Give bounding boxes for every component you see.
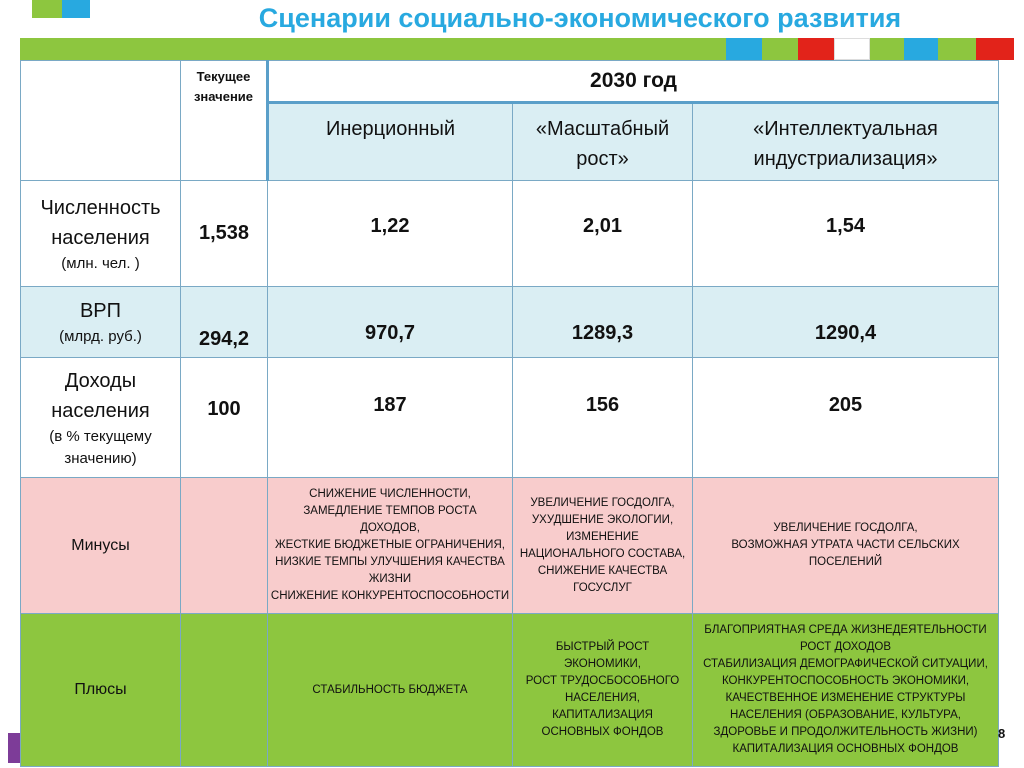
row-unit: (в % текущему значению) — [49, 427, 152, 467]
list-item: СНИЖЕНИЕ КАЧЕСТВА — [537, 564, 668, 577]
year-header: 2030 год — [268, 61, 999, 103]
list-item: ЭКОНОМИКИ, — [563, 658, 642, 670]
row-unit: (млрд. руб.) — [59, 328, 142, 345]
current-value: 294,2 — [181, 287, 268, 358]
empty-cell — [181, 614, 268, 767]
minuses-large-scale — [513, 478, 693, 614]
list-item: УХУДШЕНИЕ ЭКОЛОГИИ, — [531, 513, 674, 526]
page-number: 8 — [998, 726, 1006, 741]
header-bar-green-segment — [870, 38, 904, 60]
value-intellectual: 1,54 — [693, 181, 999, 287]
row-label — [21, 181, 181, 287]
table-row-minuses — [21, 478, 999, 614]
corner-cell — [21, 61, 181, 181]
list-item: СНИЖЕНИЕ КОНКУРЕНТОСПОСОБНОСТИ — [270, 590, 510, 602]
list-item: НИЗКИЕ ТЕМПЫ УЛУЧШЕНИЯ КАЧЕСТВА — [275, 556, 505, 568]
row-label-text: Доходы населения — [51, 369, 150, 422]
pluses-inertial — [268, 614, 513, 767]
row-label — [21, 358, 181, 478]
header-bar-green-segment — [762, 38, 798, 60]
row-label — [21, 287, 181, 358]
value-large-scale: 2,01 — [513, 181, 693, 287]
list-item: КАПИТАЛИЗАЦИЯ ОСНОВНЫХ ФОНДОВ — [732, 743, 959, 755]
value-large-scale: 1289,3 — [513, 287, 693, 358]
row-unit: (млн. чел. ) — [61, 254, 140, 272]
decor-square-blue — [62, 0, 90, 18]
list-item: ДОХОДОВ, — [360, 522, 420, 534]
value-inertial: 970,7 — [268, 287, 513, 358]
list-item: ЖЕСТКИЕ БЮДЖЕТНЫЕ ОГРАНИЧЕНИЯ, — [275, 539, 505, 551]
scenario-header-inertial: Инерционный — [268, 103, 513, 181]
list-item: НАСЕЛЕНИЯ (ОБРАЗОВАНИЕ, КУЛЬТУРА, — [730, 709, 961, 721]
list-item: БЫСТРЫЙ РОСТ — [555, 641, 650, 653]
page-title: Сценарии социально-экономического развития — [258, 3, 902, 33]
list-item: СНИЖЕНИЕ ЧИСЛЕННОСТИ, — [309, 488, 471, 500]
value-inertial: 1,22 — [268, 181, 513, 287]
list-item: ЖИЗНИ — [368, 573, 412, 585]
current-value-header: Текущее значение — [181, 61, 268, 181]
header-bar-red-segment — [976, 38, 1014, 60]
header-bar-blue-segment — [726, 38, 762, 60]
header-bar-red-segment — [798, 38, 834, 60]
pluses-large-scale — [513, 614, 693, 767]
value-large-scale: 156 — [513, 358, 693, 478]
value-inertial: 187 — [268, 358, 513, 478]
list-item: НАСЕЛЕНИЯ, — [565, 692, 640, 704]
list-item: РОСТ ДОХОДОВ — [799, 641, 892, 653]
list-item: ЗАМЕДЛЕНИЕ ТЕМПОВ РОСТА — [303, 505, 477, 517]
header-bar-blue-segment — [904, 38, 938, 60]
list-item: РОСТ ТРУДОСБОСОБНОГО — [525, 675, 680, 687]
table-row-pluses — [21, 614, 999, 767]
current-value: 100 — [181, 358, 268, 478]
empty-cell — [181, 478, 268, 614]
list-item: ИЗМЕНЕНИЕ — [566, 530, 639, 543]
row-label-text: Численность населения — [40, 196, 161, 249]
list-item: УВЕЛИЧЕНИЕ ГОСДОЛГА, — [530, 496, 675, 509]
list-item: СТАБИЛИЗАЦИЯ ДЕМОГРАФИЧЕСКОЙ СИТУАЦИИ, — [703, 658, 988, 670]
value-intellectual: 205 — [693, 358, 999, 478]
list-item: КАЧЕСТВЕННОЕ ИЗМЕНЕНИЕ СТРУКТУРЫ — [725, 692, 966, 704]
list-item: КОНКУРЕНТОСПОСОБНОСТЬ ЭКОНОМИКИ, — [721, 675, 970, 687]
list-item: КАПИТАЛИЗАЦИЯ — [552, 709, 653, 721]
minuses-label: Минусы — [21, 478, 181, 614]
list-item: ОСНОВНЫХ ФОНДОВ — [541, 726, 664, 738]
decor-square-green — [32, 0, 62, 18]
minuses-inertial — [268, 478, 513, 614]
row-label-text: ВРП — [79, 300, 122, 322]
scenario-header-intellectual: «Интеллектуальная индустриализация» — [693, 103, 999, 181]
list-item: ГОСУСЛУГ — [573, 581, 632, 594]
list-item: НАЦИОНАЛЬНОГО СОСТАВА, — [519, 547, 686, 560]
table-row-income — [21, 358, 999, 478]
table-row-grp — [21, 287, 999, 358]
current-value: 1,538 — [181, 181, 268, 287]
list-item: БЛАГОПРИЯТНАЯ СРЕДА ЖИЗНЕДЕЯТЕЛЬНОСТИ — [704, 624, 987, 636]
scenario-header-large-scale: «Масштабный рост» — [513, 103, 693, 181]
list-item: СТАБИЛЬНОСТЬ БЮДЖЕТА — [312, 683, 468, 696]
list-item: ПОСЕЛЕНИЙ — [808, 556, 883, 568]
table-row-population — [21, 181, 999, 287]
list-item: ЗДОРОВЬЕ И ПРОДОЛЖИТЕЛЬНОСТЬ ЖИЗНИ) — [713, 726, 978, 738]
scenarios-table — [20, 60, 999, 767]
pluses-label: Плюсы — [21, 614, 181, 767]
list-item: ВОЗМОЖНАЯ УТРАТА ЧАСТИ СЕЛЬСКИХ — [731, 539, 960, 551]
minuses-intellectual — [693, 478, 999, 614]
pluses-intellectual — [693, 614, 999, 767]
value-intellectual: 1290,4 — [693, 287, 999, 358]
header-bar-white-segment — [834, 38, 870, 60]
list-item: УВЕЛИЧЕНИЕ ГОСДОЛГА, — [773, 522, 918, 534]
header-bar-green-segment — [938, 38, 976, 60]
